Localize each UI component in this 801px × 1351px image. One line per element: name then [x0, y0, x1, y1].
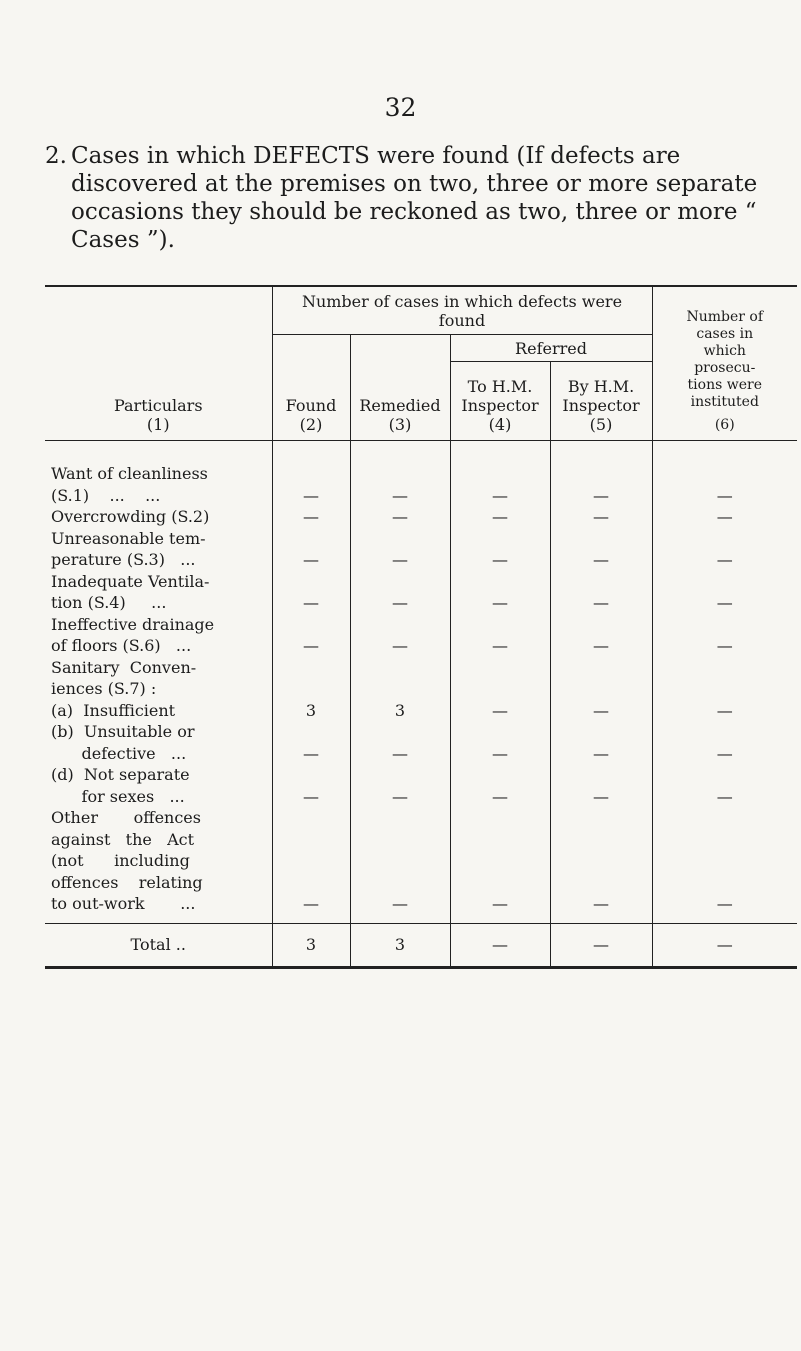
- defects-table: [45, 285, 797, 969]
- row-found: —: [272, 571, 350, 614]
- row-prosecutions: —: [652, 657, 797, 722]
- row-particulars: Inadequate Ventila- tion (S.4) ...: [51, 571, 210, 612]
- row-particulars: (b) Unsuitable or defective ...: [51, 722, 195, 763]
- row-found: —: [272, 721, 350, 764]
- row-particulars: Sanitary Conven- iences (S.7) : (a) Insufficient: [51, 657, 197, 720]
- row-by-hm: —: [550, 721, 652, 764]
- row-found: —: [272, 614, 350, 657]
- table-row: [45, 721, 797, 764]
- row-to-hm: —: [450, 441, 550, 507]
- table-row: [45, 571, 797, 614]
- row-to-hm: —: [450, 721, 550, 764]
- row-particulars: Other offences against the Act (not including offences relating to out-work ...: [51, 808, 203, 913]
- row-to-hm: —: [450, 807, 550, 923]
- row-found: —: [272, 441, 350, 507]
- row-to-hm: —: [450, 571, 550, 614]
- row-remedied: —: [350, 571, 450, 614]
- row-prosecutions: —: [652, 528, 797, 571]
- table-row: [45, 506, 797, 528]
- total-by-hm: —: [550, 923, 652, 967]
- found-header: Found (2): [272, 335, 350, 441]
- row-particulars: Overcrowding (S.2): [51, 507, 210, 526]
- table-row: [45, 528, 797, 571]
- total-remedied: 3: [350, 923, 450, 967]
- heading-number: 2.: [45, 143, 67, 169]
- row-by-hm: —: [550, 614, 652, 657]
- table-row: [45, 441, 797, 507]
- table-row: [45, 614, 797, 657]
- row-prosecutions: —: [652, 721, 797, 764]
- row-prosecutions: —: [652, 441, 797, 507]
- group-header: Number of cases in which defects were found: [272, 286, 652, 335]
- to-hm-inspector-header: To H.M. Inspector (4): [450, 362, 550, 441]
- row-to-hm: —: [450, 528, 550, 571]
- table-row: [45, 657, 797, 722]
- row-remedied: —: [350, 764, 450, 807]
- row-by-hm: —: [550, 506, 652, 528]
- table-body: [45, 441, 797, 924]
- particulars-header: Particulars (1): [45, 286, 272, 441]
- row-by-hm: —: [550, 571, 652, 614]
- row-found: 3: [272, 657, 350, 722]
- row-prosecutions: —: [652, 764, 797, 807]
- by-hm-inspector-header: By H.M. Inspector (5): [550, 362, 652, 441]
- row-to-hm: —: [450, 614, 550, 657]
- row-found: —: [272, 528, 350, 571]
- row-remedied: 3: [350, 657, 450, 722]
- row-to-hm: —: [450, 506, 550, 528]
- heading-text: Cases in which DEFECTS were found (If defects are discovered at the premises on two, three or more separate occasions they should be reckoned as two, three or more “ Cases ”).: [71, 143, 758, 253]
- row-remedied: —: [350, 721, 450, 764]
- total-to-hm: —: [450, 923, 550, 967]
- page-number: 32: [384, 93, 417, 122]
- total-found: 3: [272, 923, 350, 967]
- row-remedied: —: [350, 614, 450, 657]
- row-found: —: [272, 506, 350, 528]
- row-found: —: [272, 764, 350, 807]
- row-prosecutions: —: [652, 506, 797, 528]
- total-row: [45, 923, 797, 967]
- row-remedied: —: [350, 528, 450, 571]
- row-particulars: Ineffective drainage of floors (S.6) ...: [51, 614, 215, 655]
- row-prosecutions: —: [652, 614, 797, 657]
- section-heading: [45, 142, 775, 254]
- row-by-hm: —: [550, 807, 652, 923]
- remedied-header: Remedied (3): [350, 335, 450, 441]
- total-label: Total ..: [45, 923, 272, 967]
- row-particulars: Want of cleanliness (S.1) ... ...: [51, 464, 208, 505]
- row-prosecutions: —: [652, 571, 797, 614]
- row-found: —: [272, 807, 350, 923]
- row-prosecutions: —: [652, 807, 797, 923]
- table-row: [45, 764, 797, 807]
- row-remedied: —: [350, 506, 450, 528]
- row-by-hm: —: [550, 657, 652, 722]
- row-remedied: —: [350, 807, 450, 923]
- prosecutions-header: Number of cases in which prosecu- tions were instituted (6): [652, 286, 797, 441]
- row-particulars: (d) Not separate for sexes ...: [51, 765, 190, 806]
- row-remedied: —: [350, 441, 450, 507]
- table-row: [45, 807, 797, 923]
- row-to-hm: —: [450, 657, 550, 722]
- row-by-hm: —: [550, 764, 652, 807]
- row-particulars: Unreasonable tem- perature (S.3) ...: [51, 528, 206, 569]
- row-to-hm: —: [450, 764, 550, 807]
- row-by-hm: —: [550, 528, 652, 571]
- referred-header: Referred: [450, 335, 652, 362]
- total-prosecutions: —: [652, 923, 797, 967]
- row-by-hm: —: [550, 441, 652, 507]
